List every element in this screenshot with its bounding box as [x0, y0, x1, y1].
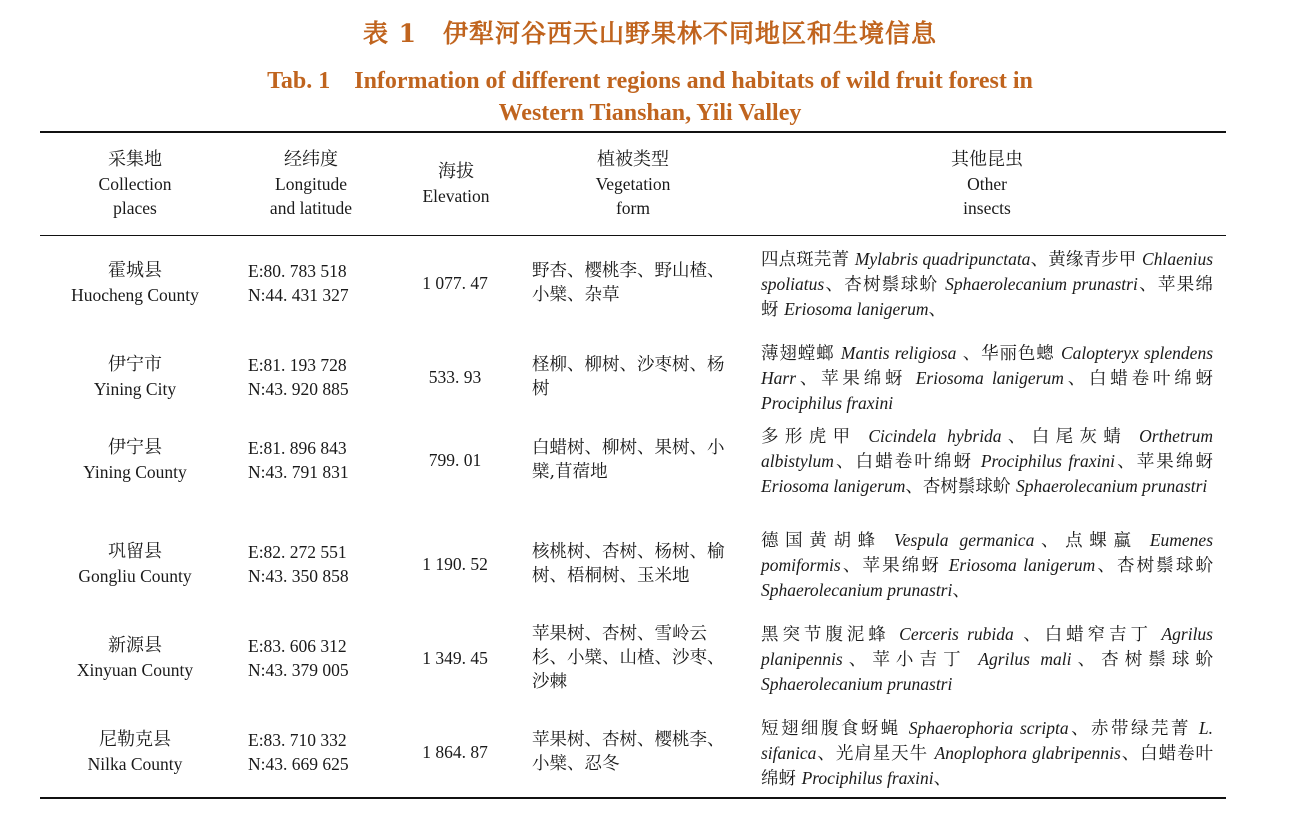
cell-vegetation — [532, 728, 737, 776]
insect-common-name: 、苹果绵蚜 — [840, 556, 949, 576]
insect-scientific-name: Agrilus planipennis — [761, 624, 1213, 669]
latitude-value: N:43. 350 858 — [248, 566, 349, 586]
insect-scientific-name: Eriosoma lanigerum — [761, 476, 906, 496]
insect-scientific-name: Sphaerophoria scripta — [908, 718, 1069, 738]
cell-place — [40, 634, 230, 682]
cell-elevation: 1 190. 52 — [422, 554, 488, 574]
cell-other-insects — [761, 716, 1213, 791]
longitude-value: E:83. 606 312 — [248, 636, 347, 656]
insect-common-name: 、杏树鬃球蚧 — [1095, 556, 1214, 576]
insect-scientific-name: Sphaerolecanium prunastri — [945, 274, 1138, 294]
vegetation-line: 核桃树、杏树、杨树、榆 — [532, 542, 725, 562]
insect-common-name: 、苹果绵蚜 — [761, 275, 1213, 320]
cell-coordinates — [248, 728, 408, 776]
table-header-rule — [40, 235, 1226, 236]
insect-scientific-name: Eriosoma lanigerum — [948, 555, 1096, 575]
cell-place — [40, 728, 230, 776]
vegetation-line: 苹果树、杏树、樱桃李、 — [532, 730, 725, 750]
table-title-en-line1: Tab. 1 Information of different regions and habitats of wild fruit forest in — [267, 68, 1033, 94]
header-label-en: places — [113, 198, 157, 218]
header-label-en: Longitude — [275, 174, 347, 194]
vegetation-line: 树 — [532, 379, 550, 399]
insect-common-name: 、苹果绵蚜 — [1115, 452, 1213, 472]
header-elevation — [401, 160, 511, 208]
latitude-value: N:43. 920 885 — [248, 379, 349, 399]
insect-scientific-name: Sphaerolecanium prunastri — [761, 674, 953, 694]
cell-elevation: 1 864. 87 — [422, 742, 488, 762]
longitude-value: E:82. 272 551 — [248, 542, 347, 562]
cell-other-insects — [761, 622, 1213, 696]
cell-coordinates — [248, 353, 408, 401]
insect-scientific-name: Sphaerolecanium prunastri — [761, 580, 953, 600]
cell-place — [40, 353, 230, 401]
place-name-zh: 伊宁县 — [108, 437, 162, 458]
place-name-zh: 霍城县 — [108, 260, 162, 281]
insect-scientific-name: Eriosoma lanigerum — [784, 299, 929, 319]
cell-vegetation — [532, 540, 737, 588]
latitude-value: N:43. 379 005 — [248, 660, 349, 680]
table-title-zh: 表 1 伊犁河谷西天山野果林不同地区和生境信息 — [362, 19, 938, 48]
vegetation-line: 树、梧桐树、玉米地 — [532, 566, 690, 586]
insect-common-name: 、黄缘青步甲 — [1030, 250, 1143, 270]
place-name-en: Gongliu County — [78, 566, 192, 586]
insect-common-name: 黑突节腹泥蜂 — [761, 625, 900, 645]
cell-other-insects — [761, 528, 1213, 603]
insect-common-name: 、 — [952, 581, 970, 601]
cell-coordinates — [248, 540, 408, 588]
cell-place — [40, 259, 230, 307]
insect-common-name: 、赤带绿芫菁 — [1068, 719, 1199, 739]
header-label-en: insects — [963, 198, 1011, 218]
insect-common-name: 短翅细腹食蚜蝇 — [761, 719, 909, 739]
header-label-en: Vegetation — [595, 174, 671, 194]
cell-place — [40, 540, 230, 588]
header-label-zh: 其他昆虫 — [951, 149, 1023, 170]
cell-other-insects — [761, 247, 1213, 322]
insect-scientific-name: Anoplophora glabripennis — [934, 743, 1121, 763]
place-name-zh: 巩留县 — [108, 541, 162, 562]
insect-common-name: 、华丽色蟌 — [956, 344, 1061, 364]
insect-common-name: 、杏树鬃球蚧 — [1071, 650, 1214, 670]
insect-common-name: 、 — [928, 300, 946, 320]
insect-scientific-name: Sphaerolecanium prunastri — [1015, 476, 1208, 496]
insect-common-name: 、白蜡卷叶绵蚜 — [833, 452, 981, 472]
cell-elevation: 533. 93 — [428, 367, 482, 387]
vegetation-line: 沙棘 — [532, 672, 567, 692]
insect-common-name: 、白蜡卷叶绵蚜 — [761, 744, 1214, 789]
insect-scientific-name: Agrilus mali — [978, 649, 1072, 669]
place-name-zh: 新源县 — [108, 635, 162, 656]
place-name-en: Xinyuan County — [76, 660, 194, 680]
insect-common-name: 、光肩星天牛 — [816, 744, 935, 764]
cell-place — [40, 436, 230, 484]
header-label-zh: 采集地 — [108, 149, 162, 170]
insect-common-name: 、点蜾蠃 — [1034, 531, 1150, 551]
header-label-en: Collection — [98, 174, 172, 194]
insect-common-name: 、 — [933, 769, 952, 789]
cell-vegetation — [532, 622, 737, 694]
vegetation-line: 杉、小檗、山楂、沙枣、 — [532, 648, 725, 668]
cell-coordinates — [248, 634, 408, 682]
place-name-en: Nilka County — [87, 754, 183, 774]
place-name-en: Huocheng County — [71, 285, 199, 305]
header-label-en: Other — [967, 174, 1007, 194]
cell-coordinates — [248, 259, 408, 307]
insect-scientific-name: Eumenes pomiformis — [761, 530, 1214, 575]
longitude-value: E:81. 896 843 — [248, 438, 347, 458]
insect-common-name: 薄翅螳螂 — [761, 344, 841, 364]
cell-vegetation — [532, 353, 737, 401]
latitude-value: N:43. 669 625 — [248, 754, 349, 774]
vegetation-line: 柽柳、柳树、沙枣树、杨 — [532, 355, 725, 375]
place-name-zh: 伊宁市 — [108, 354, 162, 375]
insect-scientific-name: Orthetrum albistylum — [761, 426, 1214, 471]
latitude-value: N:43. 791 831 — [248, 462, 349, 482]
header-label-en: form — [615, 198, 651, 218]
header-label-zh: 植被类型 — [597, 149, 669, 170]
insect-common-name: 、杏树鬃球蚧 — [824, 275, 946, 295]
header-label-en: Elevation — [422, 186, 490, 206]
latitude-value: N:44. 431 327 — [248, 285, 349, 305]
insect-scientific-name: Prociphilus fraxini — [761, 393, 894, 413]
cell-vegetation — [532, 436, 737, 484]
header-label-zh: 海拔 — [438, 161, 474, 182]
insect-common-name: 德国黄胡蜂 — [761, 531, 894, 551]
insect-common-name: 、苹果绵蚜 — [796, 369, 916, 389]
table-top-rule — [40, 131, 1226, 133]
longitude-value: E:80. 783 518 — [248, 261, 347, 281]
cell-coordinates — [248, 436, 408, 484]
table-bottom-rule — [40, 797, 1226, 799]
vegetation-line: 檗,苜蓿地 — [532, 462, 608, 482]
cell-other-insects — [761, 424, 1213, 499]
header-collection-places — [40, 148, 230, 220]
insect-scientific-name: Prociphilus fraxini — [801, 768, 934, 788]
insect-scientific-name: Cerceris rubida — [899, 624, 1014, 644]
vegetation-line: 野杏、樱桃李、野山楂、 — [532, 261, 725, 281]
cell-vegetation — [532, 259, 737, 307]
header-other-insects — [761, 148, 1213, 220]
insect-common-name: 、苹小吉丁 — [842, 650, 979, 670]
insect-common-name: 、杏树鬃球蚧 — [905, 477, 1016, 497]
vegetation-line: 白蜡树、柳树、果树、小 — [532, 438, 725, 458]
header-vegetation-form — [533, 148, 733, 220]
insect-scientific-name: Vespula germanica — [894, 530, 1035, 550]
insect-common-name: 、白蜡窄吉丁 — [1013, 625, 1162, 645]
insect-scientific-name: Prociphilus fraxini — [980, 451, 1116, 471]
insect-scientific-name: Calopteryx splendens Harr — [761, 343, 1214, 388]
insect-scientific-name: Eriosoma lanigerum — [915, 368, 1064, 388]
insect-scientific-name: Mylabris quadripunctata — [854, 249, 1031, 269]
insect-scientific-name: Cicindela hybrida — [868, 426, 1002, 446]
vegetation-line: 苹果树、杏树、雪岭云 — [532, 624, 707, 644]
header-label-zh: 经纬度 — [284, 149, 338, 170]
insect-common-name: 多形虎甲 — [761, 427, 869, 447]
insect-common-name: 四点斑芫菁 — [761, 250, 855, 270]
cell-elevation: 1 077. 47 — [422, 273, 488, 293]
insect-scientific-name: Chlaenius spoliatus — [761, 249, 1214, 294]
cell-elevation: 799. 01 — [428, 450, 482, 470]
longitude-value: E:81. 193 728 — [248, 355, 347, 375]
insect-common-name: 、白蜡卷叶绵蚜 — [1063, 369, 1214, 389]
insect-scientific-name: L. sifanica — [761, 718, 1214, 763]
place-name-en: Yining City — [93, 379, 177, 399]
cell-elevation: 1 349. 45 — [422, 648, 488, 668]
longitude-value: E:83. 710 332 — [248, 730, 347, 750]
header-label-en: and latitude — [269, 198, 353, 218]
vegetation-line: 小檗、忍冬 — [532, 754, 620, 774]
table-title-en-line2: Western Tianshan, Yili Valley — [498, 100, 802, 126]
insect-common-name: 、白尾灰蜻 — [1001, 427, 1140, 447]
header-longitude-latitude — [231, 148, 391, 220]
insect-scientific-name: Mantis religiosa — [840, 343, 957, 363]
vegetation-line: 小檗、杂草 — [532, 285, 620, 305]
cell-other-insects — [761, 341, 1213, 415]
place-name-zh: 尼勒克县 — [99, 729, 171, 750]
place-name-en: Yining County — [83, 462, 187, 482]
